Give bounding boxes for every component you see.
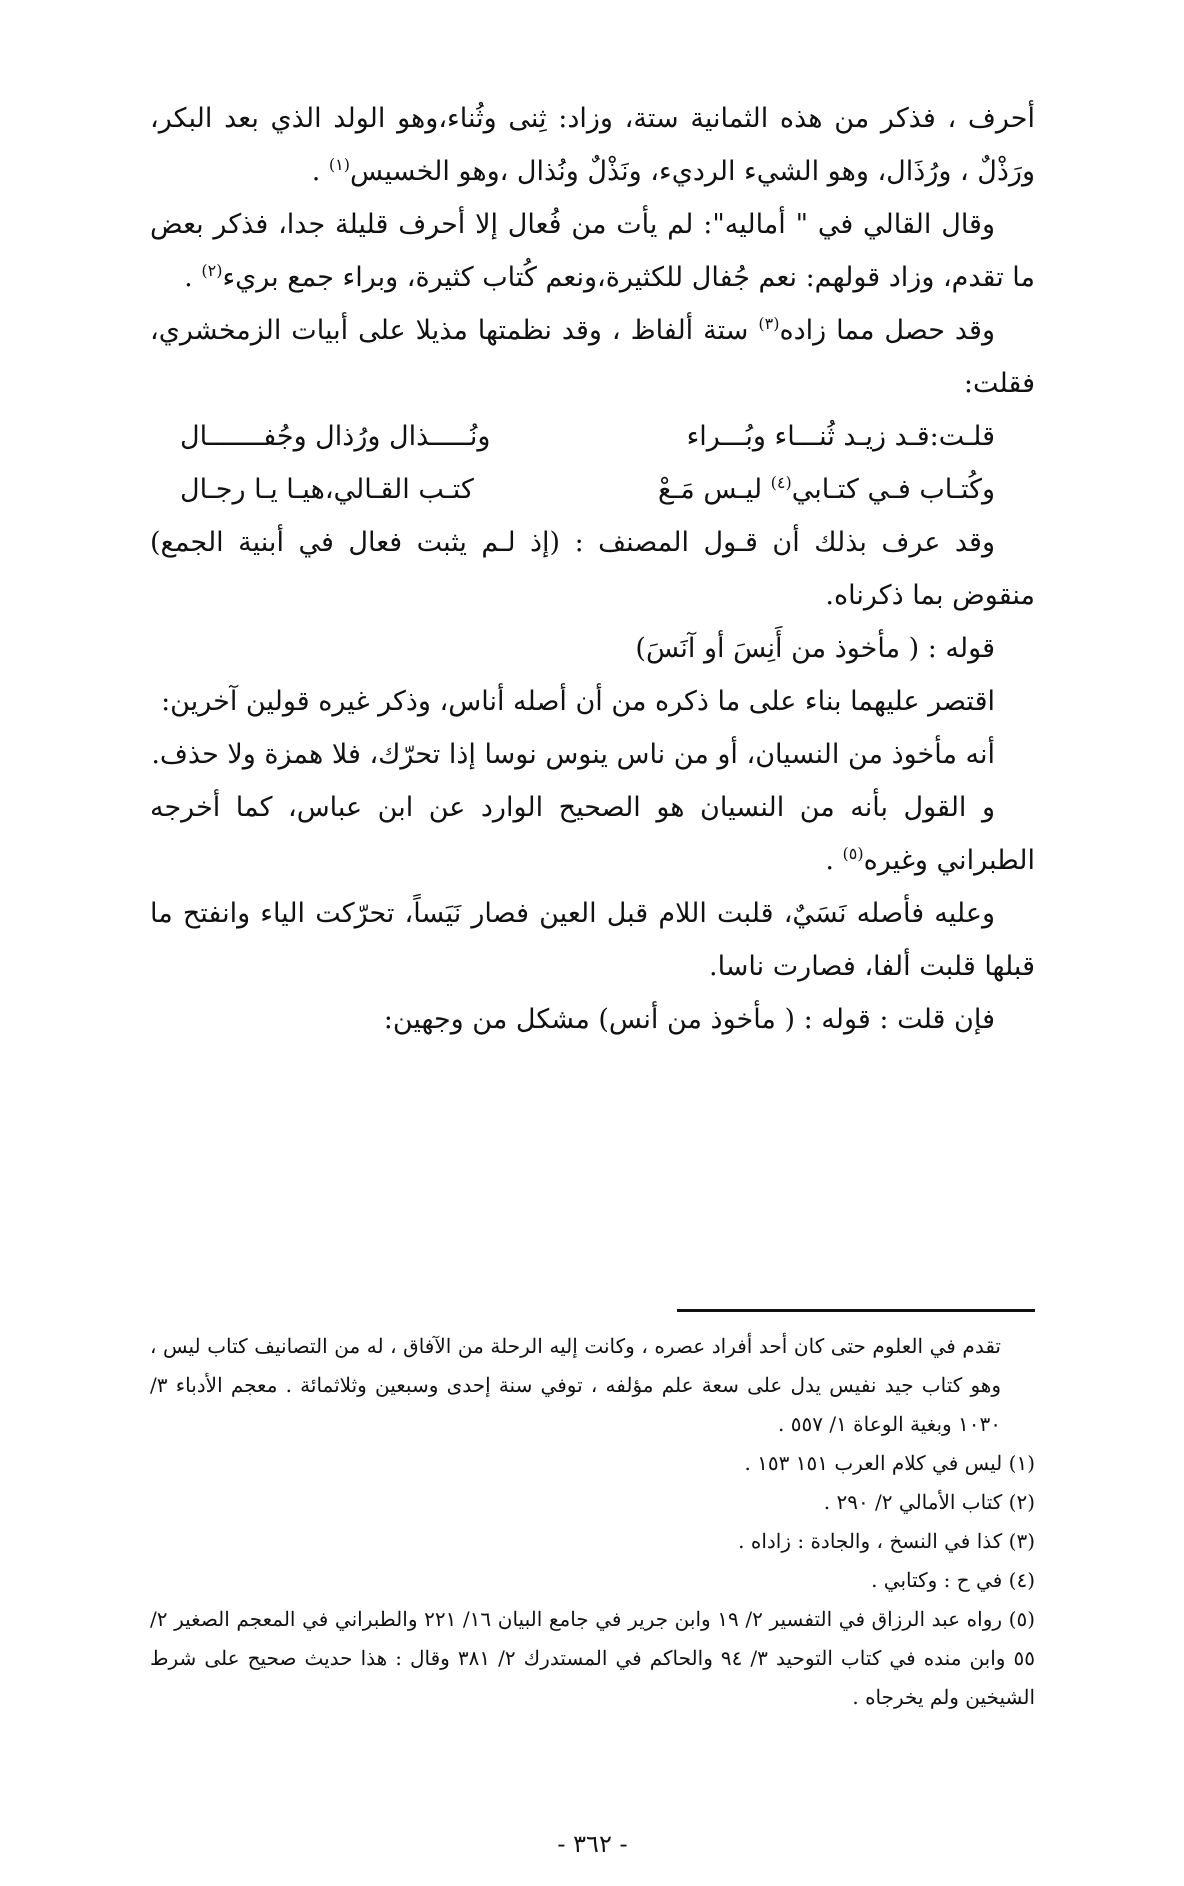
footnote-continuation: تقدم في العلوم حتى كان أحد أفراد عصره ، وكانت إليه الرحلة من الآفاق ، له من التصانيف كتاب ليس ، وهو كتاب جيد نفيس يدل على سعة علم مؤلفه ، توفي سنة إحدى وسبعين وثلاثمائة . معجم الأدباء ٣/ ١٠٣٠ وبغية الوعاة ١/ ٥٥٧ . [150,1334,1001,1436]
footnotes [150,1327,1035,1717]
paragraph-3-text-b: ستة ألفاظ ، وقد نظمتها مذيلا على أبيات الزمخشري، فقلت: [150,315,1035,399]
verse-2-second-hemistich: كتـب القـالي،هيـا يـا رجـال [180,474,474,505]
verse-1-first-hemistich: قلـت:قـد زيـد ثُنـــاء وبُـــراء [686,421,995,452]
verse-2-first-pre: وكُتـاب فـي كتـابي [791,474,995,505]
footnote-5: (٥) رواه عبد الرزاق في التفسير ٢/ ١٩ وابن جرير في جامع البيان ١٦/ ٢٢١ والطبراني في المعجم الصغير ٢/ ٥٥ وابن منده في كتاب التوحيد ٣/ ٩٤ والحاكم في المستدرك ٢/ ٣٨١ وقال : هذا حديث صحيح على شرط الشيخين ولم يخرجاه . [150,1607,1035,1709]
page-number: - ٣٦٢ - [557,1830,628,1858]
verse-1-second-hemistich: ونُـــــذال ورُذال وجُفـــــــال [180,421,491,452]
footnote-3: (٣) كذا في النسخ ، والجادة : زاداه . [738,1529,1035,1553]
paragraph-6: اقتصر عليهما بناء على ما ذكره من أن أصله أناس، وذكر غيره قولين آخرين: [161,686,995,717]
paragraph-4: وقد عرف بذلك أن قـول المصنف : (إذ لـم يثبت فعال في أبنية الجمع) منقوض بما ذكرناه. [150,527,1035,611]
paragraph-3 [150,304,1035,410]
document-page [150,92,1035,1858]
footnote-2: (٢) كتاب الأمالي ٢/ ٢٩٠ . [823,1490,1035,1514]
footnote-4: (٤) في ح : وكتابي . [871,1568,1035,1592]
paragraph-2 [150,198,1035,304]
footnote-separator [677,1309,1035,1312]
verse-2-first-hemistich [658,463,1035,516]
verse-2-first-post: ليـس مَـعْ [658,474,771,505]
paragraph-2-text: وقال القالي في " أماليه": لم يأت من فُعال إلا أحرف قليلة جدا، فذكر بعض ما تقدم، وزاد قولهم: نعم جُفال للكثيرة،ونعم كُتاب كثيرة، وبراء جمع بريء [150,209,1035,293]
paragraph-2-end: . [184,262,202,293]
paragraph-8-text: و القول بأنه من النسيان هو الصحيح الوارد عن ابن عباس، كما أخرجه الطبراني وغيره [150,792,1035,876]
footnote-1: (١) ليس في كلام العرب ١٥١ ١٥٣ . [744,1451,1035,1475]
paragraph-8 [150,781,1035,887]
footnote-ref-4: (٤) [770,473,792,492]
paragraph-9: وعليه فأصله نَسَيٌ، قلبت اللام قبل العين فصار نَيَساً، تحرّكت الياء وانفتح ما قبلها قلبت ألفا، فصارت ناسا. [150,898,1035,982]
footnote-ref-2: (٢) [201,261,223,280]
paragraph-8-end: . [825,845,843,876]
verse-line-2 [150,463,1035,516]
main-text [150,92,1035,1046]
paragraph-1-text: أحرف ، فذكر من هذه الثمانية ستة، وزاد: ثِنى وثُناء،وهو الولد الذي بعد البكر، ورَذْلٌ ، ورُذَال، وهو الشيء الرديء، ونَذْلٌ ونُذال ،وهو الخسيس [150,103,1035,187]
paragraph-3-text-a: وقد حصل مما زاده [779,315,995,346]
verse-line-1 [150,410,1035,463]
paragraph-1 [150,92,1035,198]
footnote-ref-3: (٣) [758,314,780,333]
paragraph-10: فإن قلت : قوله : ( مأخوذ من أنس) مشكل من وجهين: [383,1004,995,1035]
footnote-ref-1: (١) [328,155,351,174]
paragraph-7: أنه مأخوذ من النسيان، أو من ناس ينوس نوسا إذا تحرّك، فلا همزة ولا حذف. [151,739,995,770]
footnote-ref-5: (٥) [842,844,864,863]
paragraph-1-end: . [311,156,329,187]
paragraph-5: قوله : ( مأخوذ من أَنِسَ أو آنَسَ) [635,633,995,664]
